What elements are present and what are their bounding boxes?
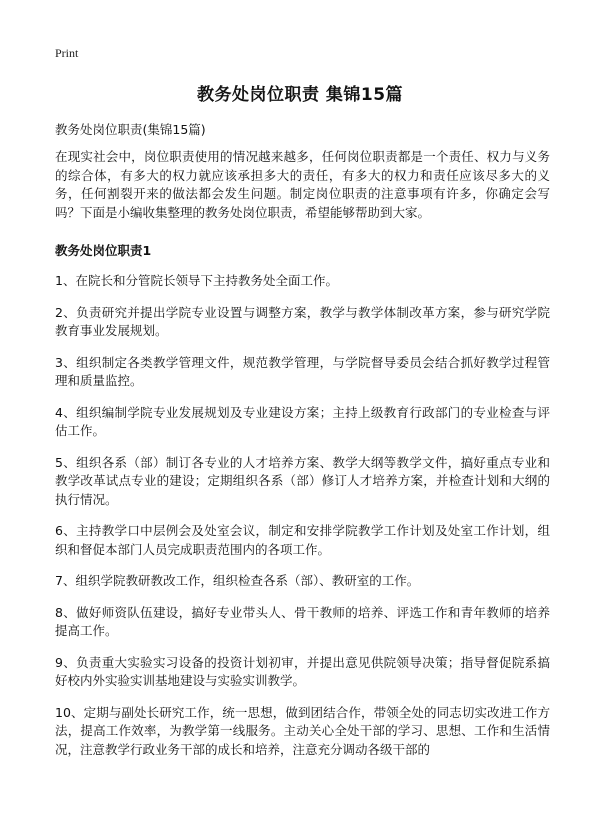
duty-item-1: 1、在院长和分管院长领导下主持教务处全面工作。 — [55, 273, 338, 288]
duty-item-6: 6、主持教学口中层例会及处室会议，制定和安排学院教学工作计划及处室工作计划，组织和督促本部门人员完成职责范围内的各项工作。 — [55, 523, 550, 557]
duty-item-3: 3、组织制定各类教学管理文件，规范教学管理，与学院督导委员会结合抓好教学过程管理和质量监控。 — [55, 354, 550, 388]
duty-item-8: 8、做好师资队伍建设，搞好专业带头人、骨干教师的培养、评选工作和青年教师的培养提高工作。 — [55, 604, 550, 638]
document-subtitle: 教务处岗位职责(集锦15篇) — [55, 122, 206, 137]
duty-item-7: 7、组织学院教研教改工作，组织检查各系（部）、教研室的工作。 — [55, 573, 420, 588]
print-label: Print — [55, 46, 79, 60]
duty-item-10: 10、定期与副处长研究工作，统一思想，做到团结合作，带领全处的同志切实改进工作方法，提高工作效率，为教学第一线服务。主动关心全处干部的学习、思想、工作和生活情况，注意教学行政业务干部的成长和培养，注意充分调动各级干部的 — [55, 704, 550, 757]
document-title: 教务处岗位职责 集锦15篇 — [196, 85, 404, 105]
duty-item-5: 5、组织各系（部）制订各专业的人才培养方案、教学大纲等教学文件，搞好重点专业和教学改革试点专业的建设；定期组织各系（部）修订人才培养方案，并检查计划和大纲的执行情况。 — [55, 454, 550, 507]
intro-paragraph: 在现实社会中，岗位职责使用的情况越来越多，任何岗位职责都是一个责任、权力与义务的综合体，有多大的权力就应该承担多大的责任，有多大的权力和责任应该尽多大的义务，任何割裂开来的做法都会发生问题。制定岗位职责的注意事项有许多，你确定会写吗？下面是小编收集整理的教务处岗位职责，希望能够帮助到大家。 — [55, 149, 550, 220]
duty-item-2: 2、负责研究并提出学院专业设置与调整方案，教学与教学体制改革方案，参与研究学院教育事业发展规划。 — [55, 304, 550, 338]
duty-item-9: 9、负责重大实验实习设备的投资计划初审，并提出意见供院领导决策；指导督促院系搞好校内外实验实训基地建设与实验实训教学。 — [55, 654, 550, 688]
document-body — [55, 121, 550, 772]
duty-item-4: 4、组织编制学院专业发展规划及专业建设方案；主持上级教育行政部门的专业检查与评估工作。 — [55, 404, 550, 438]
section-heading: 教务处岗位职责1 — [55, 243, 152, 258]
